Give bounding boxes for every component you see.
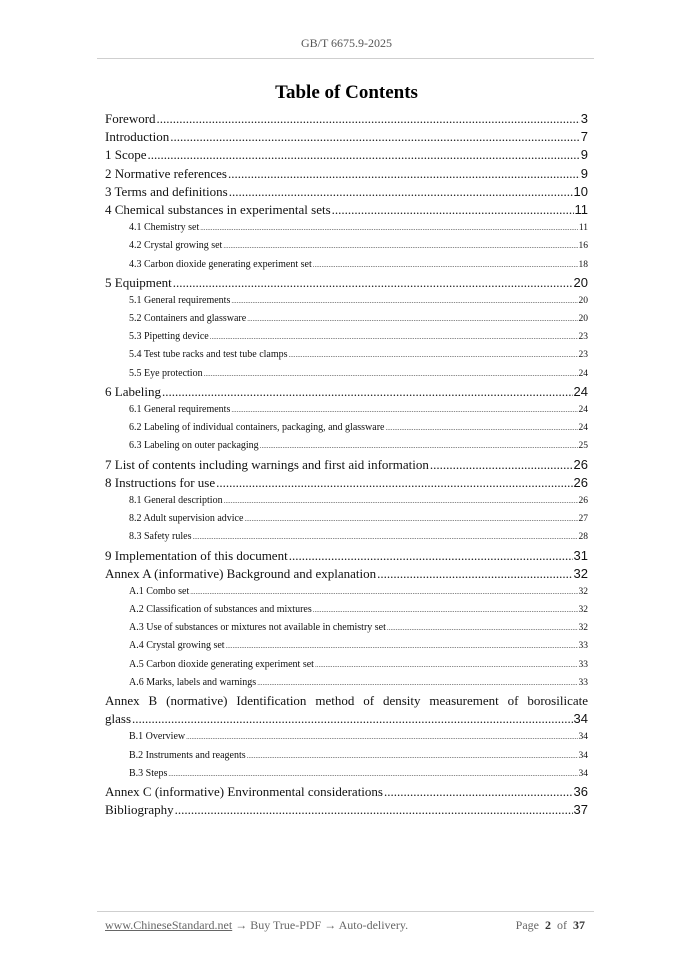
- toc-entry-label: 9 Implementation of this document: [105, 547, 288, 563]
- toc-subentry[interactable]: [105, 292, 588, 310]
- toc-page-number: 27: [578, 514, 588, 525]
- leader-dots: [186, 728, 577, 746]
- toc-subentry[interactable]: [105, 619, 588, 637]
- leader-dots: [247, 747, 578, 765]
- toc-entry-label: 6.2 Labeling of individual containers, packaging, and glassware: [129, 422, 385, 434]
- toc-page-number: 11: [574, 201, 588, 217]
- toc-entry-label: 4.2 Crystal growing set: [129, 240, 223, 252]
- toc-subentry[interactable]: [105, 419, 588, 437]
- toc-page-number: 9: [580, 165, 588, 181]
- toc-page-number: 36: [573, 783, 588, 799]
- toc-page-number: 25: [578, 441, 588, 452]
- standard-number: GB/T 6675.9-2025: [300, 36, 393, 50]
- leader-dots: [228, 165, 580, 183]
- toc-page-number: 32: [578, 586, 588, 597]
- leader-dots: [247, 310, 577, 328]
- toc-page-number: 23: [578, 350, 588, 361]
- toc-page-number: 32: [578, 605, 588, 616]
- leader-dots: [332, 201, 574, 219]
- page-total: 37: [573, 918, 585, 932]
- toc-subentry[interactable]: [105, 656, 588, 674]
- toc-entry-label: B.2 Instruments and reagents: [129, 749, 246, 761]
- toc-subentry[interactable]: [105, 674, 588, 692]
- toc-subentry[interactable]: [105, 328, 588, 346]
- toc-entry-label: 1 Scope: [105, 147, 147, 163]
- toc-subentry[interactable]: [105, 237, 588, 255]
- toc-entry-label: A.4 Crystal growing set: [129, 640, 225, 652]
- toc-entry[interactable]: [105, 146, 588, 164]
- leader-dots: [313, 601, 578, 619]
- page-title: Table of Contents: [275, 82, 418, 103]
- toc-entry[interactable]: [105, 801, 588, 819]
- running-header: [0, 36, 693, 51]
- toc-entry[interactable]: [105, 710, 588, 728]
- page-word: Page: [515, 918, 539, 932]
- toc-entry[interactable]: [105, 183, 588, 201]
- toc-page-number: 32: [578, 623, 588, 634]
- leader-dots: [168, 765, 577, 783]
- toc-entry-label: 8.2 Adult supervision advice: [129, 513, 244, 525]
- page-number: [516, 918, 585, 933]
- toc-entry-label: Introduction: [105, 129, 170, 145]
- toc-page-number: 20: [578, 314, 588, 325]
- toc-entry[interactable]: [105, 201, 588, 219]
- header-divider: [97, 58, 594, 59]
- toc-page-number: 23: [578, 332, 588, 343]
- toc-subentry[interactable]: [105, 747, 588, 765]
- toc-subentry[interactable]: [105, 365, 588, 383]
- toc-entry-label: Annex C (informative) Environmental considerations: [105, 783, 383, 799]
- toc-subentry[interactable]: [105, 601, 588, 619]
- toc-entry[interactable]: [105, 274, 588, 292]
- toc-entry-label: 5.2 Containers and glassware: [129, 313, 247, 325]
- toc-entry-label: 2 Normative references: [105, 165, 227, 181]
- toc-entry[interactable]: [105, 165, 588, 183]
- toc-entry-label: 6 Labeling: [105, 383, 161, 399]
- leader-dots: [132, 710, 573, 728]
- leader-dots: [162, 383, 573, 401]
- toc-page-number: 34: [578, 750, 588, 761]
- toc-page-number: 32: [573, 565, 588, 581]
- toc-page-number: 24: [578, 423, 588, 434]
- leader-dots: [157, 110, 580, 128]
- leader-dots: [260, 437, 578, 455]
- toc-page-number: 26: [573, 456, 588, 472]
- toc-entry-label: 5.3 Pipetting device: [129, 331, 209, 343]
- toc-entry-label: A.5 Carbon dioxide generating experiment set: [129, 658, 314, 670]
- toc-page-number: 18: [578, 259, 588, 270]
- leader-dots: [377, 565, 572, 583]
- leader-dots: [216, 474, 572, 492]
- toc-subentry[interactable]: [105, 437, 588, 455]
- toc-entry[interactable]: [105, 565, 588, 583]
- leader-dots: [170, 128, 580, 146]
- leader-dots: [204, 365, 578, 383]
- toc-entry[interactable]: [105, 456, 588, 474]
- leader-dots: [148, 146, 580, 164]
- toc-subentry[interactable]: [105, 401, 588, 419]
- page-current: 2: [545, 918, 551, 932]
- toc-entry-label: B.1 Overview: [129, 731, 186, 743]
- toc-page-number: 26: [578, 495, 588, 506]
- toc-subentry[interactable]: [105, 528, 588, 546]
- leader-dots: [210, 328, 578, 346]
- toc-page-number: 3: [580, 111, 588, 126]
- footer-divider: [97, 911, 594, 912]
- leader-dots: [173, 274, 573, 292]
- toc-entry-label: 3 Terms and definitions: [105, 183, 228, 199]
- leader-dots: [193, 528, 578, 546]
- toc-page-number: 24: [578, 405, 588, 415]
- toc-entry-label-continuation: glass: [105, 711, 131, 727]
- page-footer: [105, 918, 585, 934]
- toc-entry-label: B.3 Steps: [129, 767, 168, 779]
- toc-entry[interactable]: [105, 783, 588, 801]
- toc-page-number: 7: [580, 129, 588, 145]
- leader-dots: [385, 419, 577, 437]
- site-link[interactable]: www.ChineseStandard.net: [105, 918, 233, 932]
- leader-dots: [200, 219, 578, 237]
- toc-page-number: 33: [578, 677, 588, 688]
- toc-entry-label: 8 Instructions for use: [105, 474, 216, 490]
- toc-entry-label: A.6 Marks, labels and warnings: [129, 676, 257, 688]
- leader-dots: [175, 801, 573, 819]
- leader-dots: [313, 256, 578, 274]
- toc-entry-label: A.3 Use of substances or mixtures not available in chemistry set: [129, 622, 386, 634]
- toc-page-number: 34: [573, 711, 588, 727]
- toc-subentry[interactable]: [105, 219, 588, 237]
- toc-page-number: 34: [578, 768, 588, 779]
- toc-entry-label: 8.1 General description: [129, 494, 223, 506]
- toc-page-number: 26: [573, 474, 588, 490]
- leader-dots: [190, 583, 577, 601]
- toc-page-number: 10: [573, 183, 588, 199]
- footer-link-group[interactable]: [105, 918, 408, 933]
- toc-page-number: 11: [578, 223, 588, 234]
- toc-page-number: 28: [578, 532, 588, 543]
- leader-dots: [226, 637, 578, 655]
- toc-entry-label[interactable]: Annex B (normative) Identification method of density measurement of borosilicate: [105, 693, 588, 708]
- toc-entry-label: 8.3 Safety rules: [129, 531, 192, 543]
- toc-entry-label: 5 Equipment: [105, 274, 172, 290]
- toc-page-number: 9: [580, 147, 588, 163]
- leader-dots: [223, 237, 577, 255]
- toc-subentry[interactable]: [105, 583, 588, 601]
- toc-entry[interactable]: [105, 383, 588, 401]
- toc-subentry[interactable]: [105, 346, 588, 364]
- toc-entry-label: 5.4 Test tube racks and test tube clamps: [129, 349, 288, 361]
- leader-dots: [244, 510, 577, 528]
- leader-dots: [387, 619, 578, 637]
- leader-dots: [231, 401, 577, 419]
- toc-entry-label: 6.1 General requirements: [129, 404, 231, 415]
- toc-subentry[interactable]: [105, 765, 588, 783]
- footer-tagline: → Buy True-PDF → Auto-delivery.: [232, 918, 409, 932]
- toc-entry-label: 5.5 Eye protection: [129, 367, 203, 379]
- leader-dots: [231, 292, 577, 310]
- leader-dots: [289, 346, 578, 364]
- toc-page-number: 33: [578, 659, 588, 670]
- toc-page-number: 31: [573, 547, 588, 563]
- leader-dots: [384, 783, 573, 801]
- leader-dots: [315, 656, 578, 674]
- toc-entry-label: Foreword: [105, 111, 156, 126]
- toc-entry-label: 4.3 Carbon dioxide generating experiment set: [129, 258, 312, 270]
- toc-entry-label: 4.1 Chemistry set: [129, 222, 200, 234]
- toc-page-number: 20: [578, 295, 588, 306]
- toc-page-number: 20: [573, 274, 588, 290]
- toc-entry[interactable]: [105, 110, 588, 128]
- toc-subentry[interactable]: [105, 256, 588, 274]
- toc-page-number: 16: [578, 241, 588, 252]
- toc-entry-label: A.2 Classification of substances and mixtures: [129, 604, 312, 616]
- toc-entry-label: Annex A (informative) Background and explanation: [105, 565, 377, 581]
- leader-dots: [224, 492, 578, 510]
- toc-subentry[interactable]: [105, 728, 588, 746]
- page-of: of: [557, 918, 567, 932]
- toc-entry-label: 4 Chemical substances in experimental sets: [105, 201, 331, 217]
- toc-entry[interactable]: [105, 474, 588, 492]
- toc-subentry[interactable]: [105, 310, 588, 328]
- table-of-contents: [105, 110, 588, 819]
- leader-dots: [257, 674, 577, 692]
- toc-subentry[interactable]: [105, 510, 588, 528]
- leader-dots: [430, 456, 573, 474]
- toc-page-number: 37: [573, 802, 588, 818]
- toc-entry-label: 7 List of contents including warnings and first aid information: [105, 456, 429, 472]
- toc-entry[interactable]: [105, 547, 588, 565]
- toc-entry-label: Bibliography: [105, 802, 174, 818]
- toc-entry[interactable]: [105, 128, 588, 146]
- toc-page-number: 34: [578, 732, 588, 743]
- toc-entry-label: A.1 Combo set: [129, 585, 190, 597]
- toc-page-number: 24: [578, 368, 588, 379]
- toc-page-number: 33: [578, 641, 588, 652]
- leader-dots: [289, 547, 573, 565]
- toc-subentry[interactable]: [105, 492, 588, 510]
- toc-entry-label: 6.3 Labeling on outer packaging: [129, 440, 259, 452]
- toc-entry-label: 5.1 General requirements: [129, 294, 231, 306]
- leader-dots: [229, 183, 573, 201]
- toc-subentry[interactable]: [105, 637, 588, 655]
- toc-page-number: 24: [573, 383, 588, 399]
